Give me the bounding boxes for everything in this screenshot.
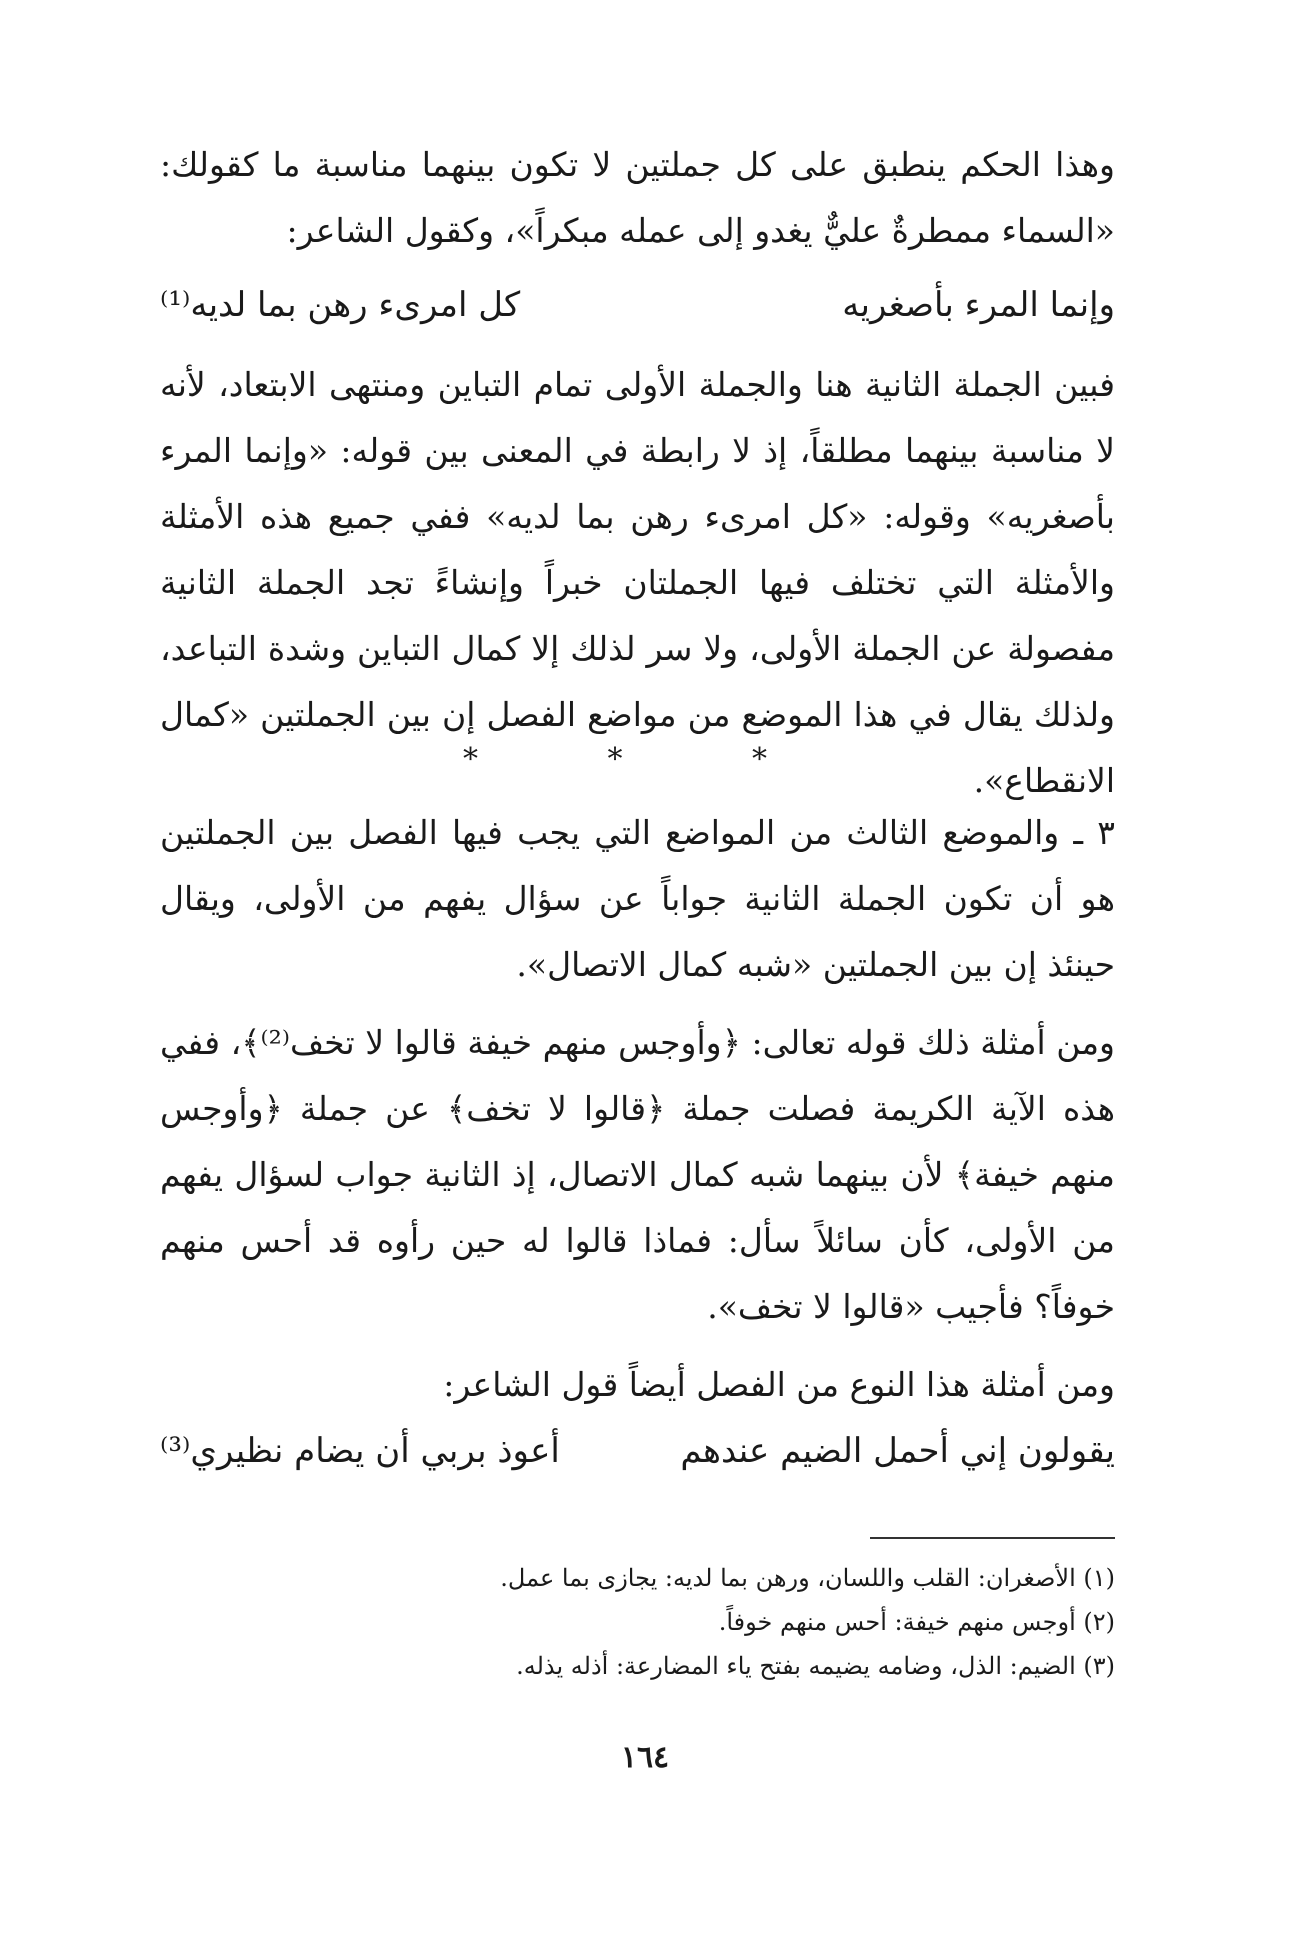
verse-1-first-hemistich: وإنما المرء بأصغريه [842, 285, 1115, 325]
section-separator: * * * [462, 742, 828, 777]
paragraph-2: فبين الجملة الثانية هنا والجملة الأولى تمام التباين ومنتهى الابتعاد، لأنه لا مناسبة بينهما مطلقاً، إذ لا رابطة في المعنى بين قوله: «وإنما المرء بأصغريه» وقوله: «كل امرىء رهن بما لديه» ففي جميع هذه الأمثلة والأمثلة التي تختلف فيها الجملتان خبراً وإنشاءً تجد الجملة الثانية مفصولة عن الجملة الأولى، ولا سر لذلك إلا كمال التباين وشدة التباعد، ولذلك يقال في هذا الموضع من مواضع الفصل إن بين الجملتين «كمال الانقطاع». [160, 365, 1115, 800]
paragraph-5: ومن أمثلة هذا النوع من الفصل أيضاً قول الشاعر: [443, 1365, 1115, 1404]
verse-1-second-hemistich: كل امرىء رهن بما لديه⁽¹⁾ [160, 285, 521, 325]
verse-2-second-hemistich: أعوذ بربي أن يضام نظيري⁽³⁾ [160, 1431, 560, 1471]
verse-2-first-hemistich: يقولون إني أحمل الضيم عندهم [680, 1431, 1115, 1471]
page-number: ١٦٤ [620, 1740, 670, 1775]
poetry-verse-2 [160, 1418, 1115, 1484]
paragraph-4: ومن أمثلة ذلك قوله تعالى: ﴿وأوجس منهم خيفة قالوا لا تخف⁽²⁾﴾، ففي هذه الآية الكريمة فصلت جملة ﴿قالوا لا تخف﴾ عن جملة ﴿وأوجس منهم خيفة﴾ لأن بينهما شبه كمال الاتصال، إذ الثانية جواب لسؤال يفهم من الأولى، كأن سائلاً سأل: فماذا قالوا له حين رأوه قد أحس منهم خوفاً؟ فأجيب «قالوا لا تخف». [160, 1023, 1115, 1326]
footnote-2: (٢) أوجس منهم خيفة: أحس منهم خوفاً. [718, 1608, 1115, 1636]
paragraph-1: وهذا الحكم ينطبق على كل جملتين لا تكون بينهما مناسبة ما كقولك: «السماء ممطرةٌ عليٌّ يغدو إلى عمله مبكراً»، وكقول الشاعر: [160, 145, 1115, 250]
paragraph-3: ٣ ـ والموضع الثالث من المواضع التي يجب فيها الفصل بين الجملتين هو أن تكون الجملة الثانية جواباً عن سؤال يفهم من الأولى، ويقال حينئذ إن بين الجملتين «شبه كمال الاتصال». [160, 813, 1115, 984]
footnote-3: (٣) الضيم: الذل، وضامه يضيمه بفتح ياء المضارعة: أذله يذله. [516, 1652, 1115, 1680]
poetry-verse-1 [160, 272, 1115, 338]
footnote-divider [870, 1537, 1115, 1539]
footnote-1: (١) الأصغران: القلب واللسان، ورهن بما لديه: يجازى بما عمل. [500, 1564, 1115, 1592]
footnotes [160, 1556, 1115, 1688]
